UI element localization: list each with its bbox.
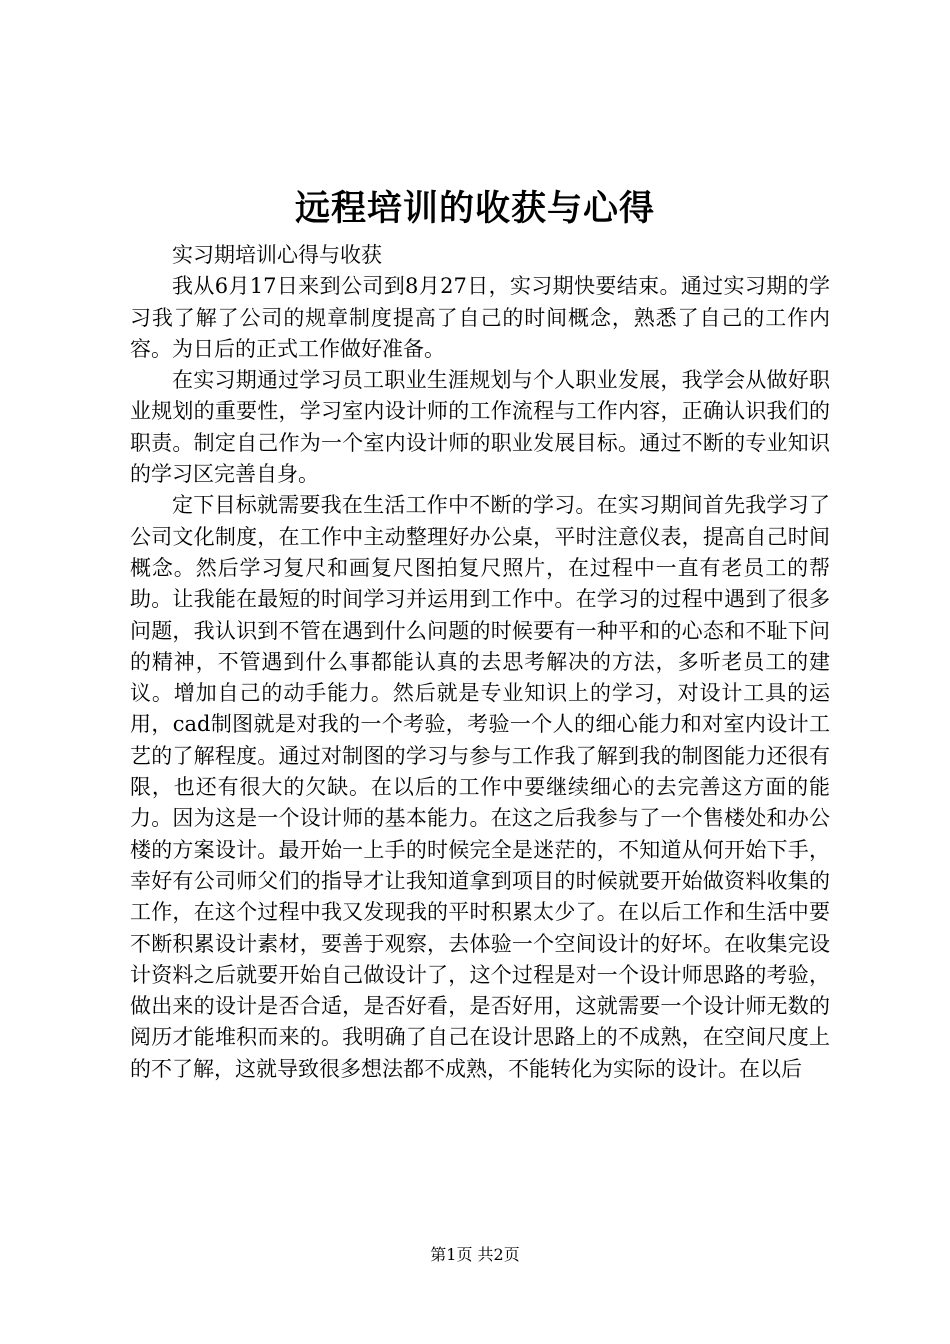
paragraph: 在实习期通过学习员工职业生涯规划与个人职业发展，我学会从做好职业规划的重要性，学习室内设计师的工作流程与工作内容，正确认识我们的职责。制定自己作为一个室内设计师的职业发展目标。通过不断的专业知识的学习区完善自身。 xyxy=(130,368,830,487)
document-body xyxy=(130,240,830,1085)
document-title: 远程培训的收获与心得 xyxy=(294,188,655,229)
page-number-footer: 第1页 共2页 xyxy=(430,1245,520,1264)
paragraph: 定下目标就需要我在生活工作中不断的学习。在实习期间首先我学习了公司文化制度，在工作中主动整理好办公桌，平时注意仪表，提高自己时间概念。然后学习复尺和画复尺图拍复尺照片，在过程中一直有老员工的帮助。让我能在最短的时间学习并运用到工作中。在学习的过程中遇到了很多问题，我认识到不管在遇到什么问题的时候要有一种平和的心态和不耻下问的精神，不管遇到什么事都能认真的去思考解决的方法，多听老员工的建议。增加自己的动手能力。然后就是专业知识上的学习，对设计工具的运用，cad制图就是对我的一个考验，考验一个人的细心能力和对室内设计工艺的了解程度。通过对制图的学习与参与工作我了解到我的制图能力还很有限，也还有很大的欠缺。在以后的工作中要继续细心的去完善这方面的能力。因为这是一个设计师的基本能力。在这之后我参与了一个售楼处和办公楼的方案设计。最开始一上手的时候完全是迷茫的，不知道从何开始下手，幸好有公司师父们的指导才让我知道拿到项目的时候就要开始做资料收集的工作，在这个过程中我又发现我的平时积累太少了。在以后工作和生活中要不断积累设计素材，要善于观察，去体验一个空间设计的好坏。在收集完设计资料之后就要开始自己做设计了，这个过程是对一个设计师思路的考验，做出来的设计是否合适，是否好看，是否好用，这就需要一个设计师无数的阅历才能堆积而来的。我明确了自己在设计思路上的不成熟，在空间尺度上的不了解，这就导致很多想法都不成熟，不能转化为实际的设计。在以后 xyxy=(130,493,830,1081)
paragraph-subtitle: 实习期培训心得与收获 xyxy=(172,243,382,267)
paragraph: 我从6月17日来到公司到8月27日，实习期快要结束。通过实习期的学习我了解了公司的规章制度提高了自己的时间概念，熟悉了自己的工作内容。为日后的正式工作做好准备。 xyxy=(130,274,830,361)
